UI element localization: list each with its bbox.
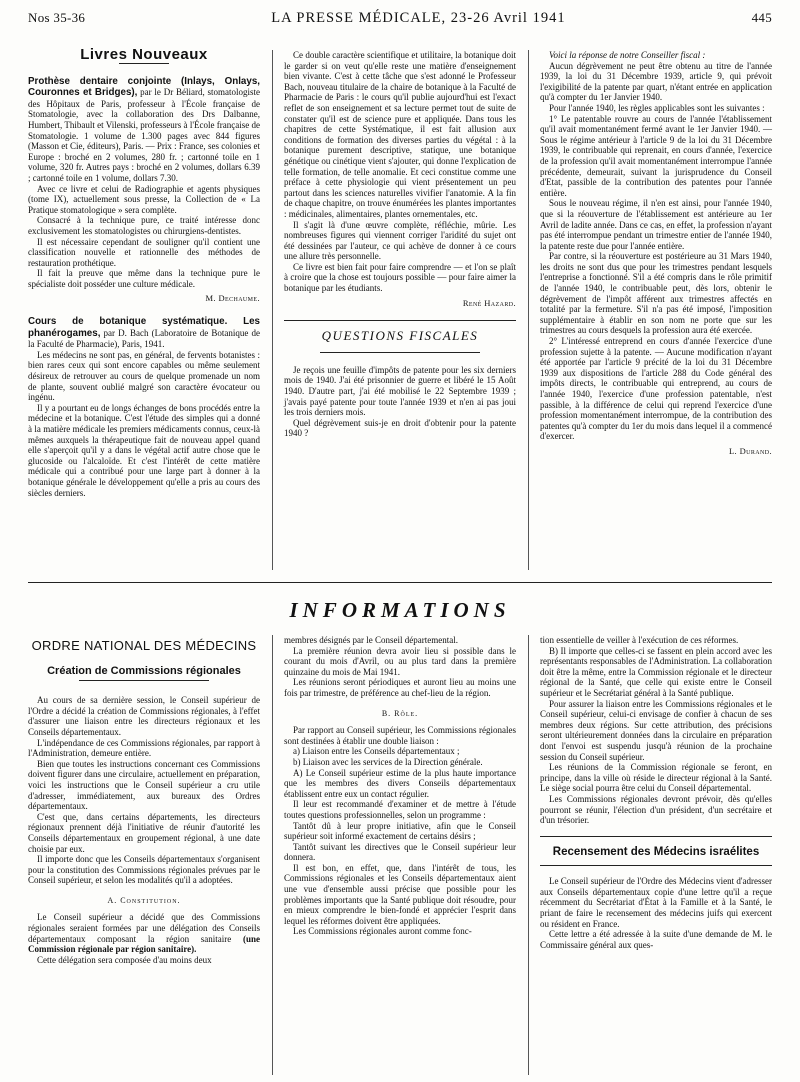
info-paragraph: Tantôt dû à leur propre initiative, afin que le Conseil supérieur soit informé exactement de certains désirs ; xyxy=(284,820,516,842)
role-heading: B. Rôle. xyxy=(381,708,419,718)
book2-paragraph: Il y a pourtant eu de longs échanges de bons procédés entre la médecine et la botanique. C'est l'étude des simples qui a donné à la matière médicale les premiers médicaments connus, ceux-là mêmes auxquels la thérapeutique fait de nouveau appel quand elle s'aperçoit qu'il y a dans le végétal actif autre chose que le glucoside ou l'alcaloïde. Et c'est l'intérêt de cette matière médicale qui a contribué pour une large part à donner à la botanique générale le développement qu'elle a pris au cours des siècles derniers. xyxy=(28,402,260,498)
book1-paragraph: Il fait la preuve que même dans la technique pure le spécialiste doit posséder une culture médicale. xyxy=(28,268,260,289)
info-paragraph: La première réunion devra avoir lieu si possible dans le courant du mois d'Avril, ou au plus tard dans la première quinzaine du mois de Mai 1941. xyxy=(284,645,516,677)
commissions-title: Création de Commissions régionales xyxy=(47,664,241,677)
book1-header xyxy=(28,76,260,184)
answer-paragraph: Aucun dégrèvement ne peut être obtenu au titre de l'année 1939, la loi du 31 Décembre 1939, article 9, qui prévoit l'exigibilité de la patente par quart, n'étant entrée en application qu'à compter du 1er Janvier 1940. xyxy=(540,60,772,103)
info-paragraph: Il importe donc que les Conseils départementaux s'organisent pour la constitution des Commissions régionales prévues par le Conseil supérieur, et selon les modalités qu'il a adoptées. xyxy=(28,854,260,886)
questions-fiscales-box xyxy=(284,320,516,439)
top-column-2 xyxy=(284,50,516,439)
info-paragraph: Tantôt suivant les directives que le Conseil supérieur leur donnera. xyxy=(284,841,516,863)
book1-signature: M. Dechaume. xyxy=(205,293,260,304)
question-paragraph: Quel dégrèvement suis-je en droit d'obtenir pour la patente 1940 ? xyxy=(284,417,516,439)
answer-paragraph: 1° Le patentable rouvre au cours de l'année l'établissement qu'il avait momentanément fermé avant le 1er Janvier 1940. — Sous le régime antérieur à l'article 9 de la loi du 31 Décembre 1939, le contribuable qui reprenait, en cours d'année, l'exercice de la profession qu'il avait momentanément interrompue l'année précédente, demeurait, suivant la jurisprudence du Conseil d'Etat, passible de la contribution des patentes pour l'année entière. xyxy=(540,113,772,198)
bottom-column-3 xyxy=(540,635,772,950)
book2-paragraph: Ce double caractère scientifique et utilitaire, la botanique doit le garder si on veut qu'elle reste une matière d'enseignement bien vivante. C'est à cette tâche que s'est adonné le Professeur Bach, nouveau titulaire de la chaire de botanique à la Faculté de Pharmacie de Paris : le cours qu'il publie aujourd'hui est l'exact reflet de son enseignement et sa lecture permet tout de suite de constater qu'il est de science pure et appliquée. Dans tous les chapitres de cette Systématique, il est fait allusion aux conditions de formation des diverses parties du végétal : à la botanique purement descriptive, statique, une botanique génétique ou cinétique vient s'ajouter, qui donne l'explication de telle formation, de telle anomalie. Et ceci constitue comme une préface à cette physiologie qui vient présentement un peu partout dans les sciences naturelles vivifier l'anatomie. A la fin de chaque chapitre, on trouve énumérées les plantes importantes : médicinales, alimentaires, plantes ornementales, etc. xyxy=(284,50,516,219)
info-paragraph: Les réunions de la Commission régionale se feront, en principe, dans la ville où réside le directeur régional à la Santé. Le siège social pourra être celui du Conseil départemental. xyxy=(540,762,772,794)
questions-fiscales-title: QUESTIONS FISCALES xyxy=(321,328,479,344)
ordre-title: ORDRE NATIONAL DES MÉDECINS xyxy=(31,638,257,653)
column-divider xyxy=(528,635,529,1075)
info-paragraph: Il est bon, en effet, que, dans l'intérêt de tous, les Commissions régionales et les Conseils départementaux aient une vue d'ensemble aussi précise que possible pour les problèmes importants que la Santé publique doit résoudre, pour en mieux comprendre le bien-fondé et apprécier l'esprit dans lequel les réformes doivent être appliquées. xyxy=(284,862,516,926)
info-paragraph: Bien que toutes les instructions concernant ces Commissions doivent figurer dans une circulaire, actuellement en préparation, voici les instructions que le Conseil supérieur a cru utile d'adresser, immédiatement, aux bureaux des Ordres départementaux. xyxy=(28,758,260,812)
journal-page xyxy=(28,10,772,1074)
info-paragraph: Il leur est recommandé d'examiner et de mettre à l'étude toutes questions professionnelles, selon un programme : xyxy=(284,799,516,820)
info-paragraph: membres désignés par le Conseil départemental. xyxy=(284,635,458,645)
question-paragraph: Je reçois une feuille d'impôts de patente pour les six derniers mois de 1940. J'ai été prisonnier de guerre et libéré le 15 Août 1940. D'autre part, j'ai été mobilisé le 22 Septembre 1939 ; j'avais payé patente pour toute l'année 1939 et n'en ai pas joui les trois derniers mois. xyxy=(284,364,516,418)
info-paragraph: tion essentielle de veiller à l'exécution de ces réformes. xyxy=(540,635,739,645)
constitution-paragraph: Cette délégation sera composée d'au moins deux xyxy=(37,954,212,965)
column-divider xyxy=(272,635,273,1075)
info-paragraph: L'indépendance de ces Commissions régionales, par rapport à l'Administration, demeure entière. xyxy=(28,737,260,759)
answer-paragraph: Sous le nouveau régime, il n'en est ainsi, pour l'année 1940, que si la réouverture de l'établissement est antérieure au 1er Avril de ladite année. Dans ce cas, en effet, la profession n'ayant pas été interrompue pendant un trimestre entier de l'année 1940, la patente reste due pour l'année entière. xyxy=(540,198,772,251)
column-divider xyxy=(272,50,273,570)
questions-title-rule xyxy=(320,352,480,353)
answer-paragraph: Par contre, si la réouverture est postérieure au 31 Mars 1940, les droits ne sont dus que pour les trimestres pendant lesquels l'entreprise a fonctionné. S'il a été compris dans le rôle primitif de l'année 1940, le contribuable peut, dès lors, obtenir le dégrèvement de l'impôt afférent aux trimestres affectés en totalité par la fermeture. S'il n'a pas été imposé, l'imposition supplémentaire à établir en son nom ne porte que sur les trimestres au cours desquels la profession aura été exercée. xyxy=(540,251,772,336)
recensement-paragraph: Le Conseil supérieur de l'Ordre des Médecins vient d'adresser aux Conseils départementaux copie d'une lettre qu'il a reçue récemment du Secrétariat d'État à la Famille et à la Santé, le priant de faire le recensement des médecins juifs qui exercent ou résident en France. xyxy=(540,876,772,929)
answer-paragraph: 2° L'intéressé entreprend en cours d'année l'exercice d'une profession sujette à la patente. — Aucune modification n'ayant été apportée par l'article 9 précité de la loi du 31 Décembre 1939 aux dispositions de l'article 288 du Code général des impôts directs, le contribuable qui entreprend, au cours de l'année 1940, l'exercice d'une profession patentable, n'est passible, à la différence de celui qui reprend l'exercice d'une profession momentanément interrompue, de la contribution des patentes qu'à compter du 1er du mois dans lequel il a commencé d'exercer. xyxy=(540,336,772,442)
info-paragraph: A) Le Conseil supérieur estime de la plus haute importance que les membres des divers Conseils départementaux établissent entre eux un contact régulier. xyxy=(284,767,516,799)
informations-title: INFORMATIONS xyxy=(289,598,511,622)
bottom-column-1 xyxy=(28,635,260,965)
recensement-paragraph: Cette lettre a été adressée à la suite d'une demande de M. le Commissaire général aux ques- xyxy=(540,929,772,950)
constitution-heading: A. Constitution. xyxy=(107,895,181,905)
info-paragraph: Pour assurer la liaison entre les Commissions régionales et le Conseil supérieur, celui-ci envisage de confier à chacun de ses membres deux régions. Sur cette attribution, des précisions seront ultérieurement données dans la circulaire en préparation dont l'envoi est suspendu jusqu'à réunion de la prochaine session du Conseil supérieur. xyxy=(540,698,772,762)
book1-title: Prothèse dentaire conjointe (Inlays, Onlays, Couronnes et Bridges), xyxy=(28,75,260,99)
role-item-b: b) Liaison avec les services de la Direction générale. xyxy=(293,756,483,767)
book2-details: par D. Bach (Laboratoire de Botanique de la Faculté de Pharmacie), Paris, 1941. xyxy=(28,327,260,350)
issue-number: Nos 35-36 xyxy=(28,10,86,25)
info-paragraph: Les Commissions régionales devront prévoir, dès qu'elles pourront se réunir, l'élection d'un président, d'un secrétaire et d'un trésorier. xyxy=(540,793,772,826)
book2-paragraph: Les médecins ne sont pas, en général, de fervents botanistes : bien rares ceux qui sont encore capables ou même seulement désireux de retrouver au cours de quelque promenade un nom de plante, souvent oublié malgré son caractère évocateur ou ingénu. xyxy=(28,349,260,403)
constitution-text: Le Conseil supérieur a décidé que des Commissions régionales seraient formées par une délégation des Conseils départementaux composant la région sanitaire xyxy=(28,912,260,944)
info-paragraph: Au cours de sa dernière session, le Conseil supérieur de l'Ordre a décidé la création de Commissions régionales, à l'effet d'assurer une liaison entre les directeurs régionaux et les Conseils départementaux. xyxy=(28,695,260,737)
bottom-column-2 xyxy=(284,635,516,937)
book1-paragraph: Avec ce livre et celui de Radiographie et agents physiques (tome IX), actuellement sous presse, la Collection de « La Pratique stomatologique » sera complète. xyxy=(28,183,260,215)
constitution-bold: (une Commission régionale par région sanitaire). xyxy=(28,933,260,955)
info-paragraph: C'est que, dans certains départements, les directeurs régionaux prennent déjà l'initiative de réunir d'autorité les Conseils départementaux en groupement régional, à une date choisie par eux. xyxy=(28,811,260,854)
role-item-a: a) Liaison entre les Conseils départementaux ; xyxy=(293,746,460,757)
informations-band xyxy=(28,590,772,640)
book1-details: par le Dr Béliard, stomatologiste des Hôpitaux de Paris, professeur à l'École française de Stomatologie, avec la collaboration des Drs Dalbanne, Humbert, Thibault et Vilenski, professeurs à l'École française de Stomatologie. 1 volume de 1.300 pages avec 844 figures (Masson et Cie, éditeurs), Paris. — Prix : France, ses colonies et Europe : broché en 2 volumes, 280 fr. ; cartonné toile en 1 volume, 320 fr. Autres pays : broché en 2 volumes, dollars 6.39 ; cartonné toile en 1 volume, dollars 7.30. xyxy=(28,87,260,183)
commissions-title-rule xyxy=(79,680,209,681)
column-divider xyxy=(528,50,529,570)
top-column-3 xyxy=(540,50,772,469)
info-paragraph: Les réunions seront périodiques et auront lieu au moins une fois par trimestre, de préférence au chef-lieu de la région. xyxy=(284,677,516,698)
answer-paragraph: Pour l'année 1940, les règles applicables sont les suivantes : xyxy=(549,102,765,113)
book2-signature: René Hazard. xyxy=(462,297,516,308)
recensement-title: Recensement des Médecins israélites xyxy=(552,845,760,858)
livres-title: Livres Nouveaux xyxy=(80,46,208,63)
book2-paragraph: Il s'agit là d'une œuvre complète, réfléchie, mûrie. Les nombreuses figures qui viennent corriger l'aridité du sujet ont été dessinées par l'auteur, ce qui achève de donner à ce cours une allure très personnelle. xyxy=(284,219,516,262)
page-number: 445 xyxy=(751,10,772,25)
recensement-box xyxy=(540,836,772,867)
book2-title: Cours de botanique systématique. Les phanérogames, xyxy=(28,316,260,339)
role-intro: Par rapport au Conseil supérieur, les Commissions régionales sont destinées à établir une double liaison : xyxy=(284,725,516,746)
questions-signature: L. Durand. xyxy=(728,445,772,456)
section-rule xyxy=(28,582,772,583)
journal-title: LA PRESSE MÉDICALE, 23-26 Avril 1941 xyxy=(271,10,566,26)
info-paragraph: Les Commissions régionales auront comme fonc- xyxy=(293,926,472,937)
info-paragraph: B) Il importe que celles-ci se fassent en plein accord avec les représentants responsables de l'Administration. La collaboration doit être la même, entre la Commission régionale et le directeur régional de la Santé, que celle qui existe entre le Conseil supérieur et le Secrétariat général à la Santé publique. xyxy=(540,645,772,698)
book1-paragraph: Il est nécessaire cependant de souligner qu'il contient une classification nouvelle et rationnelle des méthodes de restauration prothétique. xyxy=(28,236,260,268)
constitution-paragraph xyxy=(28,912,260,954)
top-column-1 xyxy=(28,46,260,498)
running-header xyxy=(28,10,772,32)
book2-paragraph: Ce livre est bien fait pour faire comprendre — et l'on se plaît à croire que la chose est toujours possible — pour faire aimer la botanique par les étudiants. xyxy=(284,261,516,294)
book1-paragraph: Consacré à la technique pure, ce traité intéresse donc exclusivement les stomatologistes ou chirurgiens-dentistes. xyxy=(28,215,260,236)
answer-intro: Voici la réponse de notre Conseiller fiscal : xyxy=(549,50,706,60)
book2-header xyxy=(28,316,260,350)
